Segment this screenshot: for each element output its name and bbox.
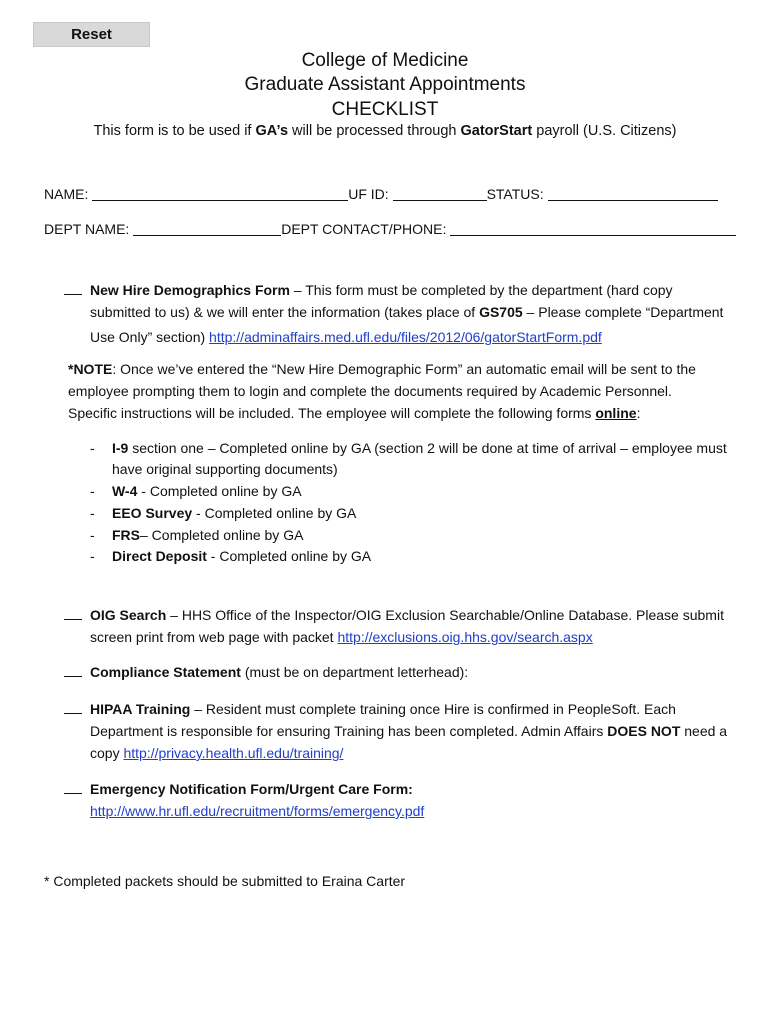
checkbox-blank[interactable] bbox=[64, 605, 82, 620]
list-item: - Direct Deposit - Completed online by GA bbox=[90, 548, 372, 564]
oig-link[interactable]: http://exclusions.oig.hhs.gov/search.aspx bbox=[337, 629, 593, 645]
emergency-form-link[interactable]: http://www.hr.ufl.edu/recruitment/forms/emergency.pdf bbox=[90, 803, 425, 819]
item-new-hire: New Hire Demographics Form – This form must be completed by the department (hard copy bbox=[64, 280, 673, 300]
dept-contact-label: DEPT CONTACT/PHONE: bbox=[281, 221, 447, 237]
ufid-label: UF ID: bbox=[348, 186, 389, 202]
gatorstart-form-link[interactable]: http://adminaffairs.med.ufl.edu/files/2012/06/gatorStartForm.pdf bbox=[209, 329, 602, 345]
header-college: College of Medicine bbox=[301, 50, 469, 71]
status-label: STATUS: bbox=[486, 186, 544, 202]
item-compliance: Compliance Statement (must be on department letterhead): bbox=[64, 662, 468, 682]
dept-contact-field[interactable] bbox=[450, 221, 736, 236]
reset-button[interactable]: Reset bbox=[33, 22, 150, 47]
item-new-hire-line3: Use Only” section) http://adminaffairs.med.ufl.edu/files/2012/06/gatorStartForm.pdf bbox=[90, 329, 602, 345]
checkbox-blank[interactable] bbox=[64, 662, 82, 677]
note-line2: employee prompting them to login and complete the documents required by Academic Personnel. bbox=[68, 383, 672, 399]
hipaa-training-link[interactable]: http://privacy.health.ufl.edu/training/ bbox=[123, 745, 344, 761]
checkbox-blank[interactable] bbox=[64, 280, 82, 295]
item-hipaa-line3: copy http://privacy.health.ufl.edu/training/ bbox=[90, 745, 344, 761]
dept-name-label: DEPT NAME: bbox=[44, 221, 130, 237]
name-label: NAME: bbox=[44, 186, 89, 202]
list-item: - EEO Survey - Completed online by GA bbox=[90, 505, 357, 521]
item-hipaa: HIPAA Training – Resident must complete training once Hire is confirmed in PeopleSoft. Each bbox=[64, 699, 676, 719]
name-field[interactable] bbox=[92, 186, 348, 201]
list-item: - W-4 - Completed online by GA bbox=[90, 483, 302, 499]
item-emergency: Emergency Notification Form/Urgent Care Form: bbox=[64, 779, 413, 799]
note-line3: Specific instructions will be included. The employee will complete the following forms online: bbox=[68, 405, 641, 421]
checkbox-blank[interactable] bbox=[64, 779, 82, 794]
header-appointments: Graduate Assistant Appointments bbox=[244, 74, 526, 95]
item-new-hire-line2: submitted to us) & we will enter the information (takes place of GS705 – Please complete “Department bbox=[90, 304, 724, 320]
status-field[interactable] bbox=[548, 186, 718, 201]
name-field-row bbox=[44, 184, 718, 204]
item-emergency-line2 bbox=[90, 801, 424, 821]
list-item: - I-9 section one – Completed online by GA (section 2 will be done at time of arrival – employee must bbox=[90, 440, 727, 456]
note-line1: *NOTE: Once we’ve entered the “New Hire Demographic Form” an automatic email will be sent to the bbox=[68, 361, 696, 377]
header-checklist: CHECKLIST bbox=[331, 99, 439, 120]
header-subtitle: This form is to be used if GA’s will be processed through GatorStart payroll (U.S. Citizens) bbox=[93, 123, 677, 139]
footer-note: * Completed packets should be submitted to Eraina Carter bbox=[44, 873, 406, 889]
item-hipaa-line2: Department is responsible for ensuring Training has been completed. Admin Affairs DOES NOT need a bbox=[90, 723, 728, 739]
item-oig-search: OIG Search – HHS Office of the Inspector/OIG Exclusion Searchable/Online Database. Please submit bbox=[64, 605, 724, 625]
checkbox-blank[interactable] bbox=[64, 699, 82, 714]
dept-name-field[interactable] bbox=[133, 221, 281, 236]
dept-field-row bbox=[44, 219, 736, 239]
ufid-field[interactable] bbox=[393, 186, 487, 201]
list-item: have original supporting documents) bbox=[112, 461, 338, 477]
list-item: - FRS– Completed online by GA bbox=[90, 527, 304, 543]
item-oig-line2: screen print from web page with packet http://exclusions.oig.hhs.gov/search.aspx bbox=[90, 629, 593, 645]
